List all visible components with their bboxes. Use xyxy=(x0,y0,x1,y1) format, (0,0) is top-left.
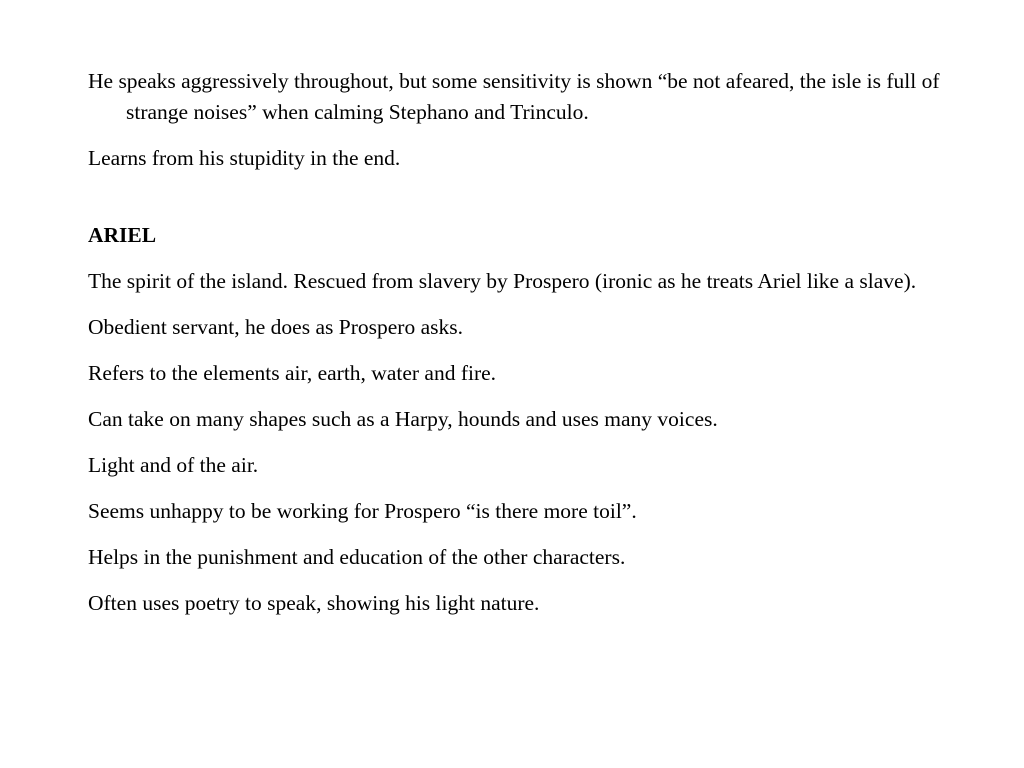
ariel-point-4: Can take on many shapes such as a Harpy, hounds and uses many voices. xyxy=(88,407,718,431)
ariel-point-8: Often uses poetry to speak, showing his light nature. xyxy=(88,591,540,615)
ariel-point-2: Obedient servant, he does as Prospero asks. xyxy=(88,315,463,339)
intro-paragraph-1: He speaks aggressively throughout, but some sensitivity is shown “be not afeared, the isle is full of strange noises” when calming Stephano and Trinculo. xyxy=(88,69,940,124)
ariel-point-1: The spirit of the island. Rescued from slavery by Prospero (ironic as he treats Ariel like a slave). xyxy=(88,269,917,293)
ariel-point-5: Light and of the air. xyxy=(88,453,259,477)
ariel-point-3: Refers to the elements air, earth, water and fire. xyxy=(88,361,497,385)
section-heading: ARIEL xyxy=(88,223,157,247)
section-spacer xyxy=(88,189,948,220)
slide-body xyxy=(88,66,948,634)
intro-paragraph-2: Learns from his stupidity in the end. xyxy=(88,146,401,170)
ariel-point-6: Seems unhappy to be working for Prospero “is there more toil”. xyxy=(88,499,637,523)
ariel-point-7: Helps in the punishment and education of the other characters. xyxy=(88,545,626,569)
